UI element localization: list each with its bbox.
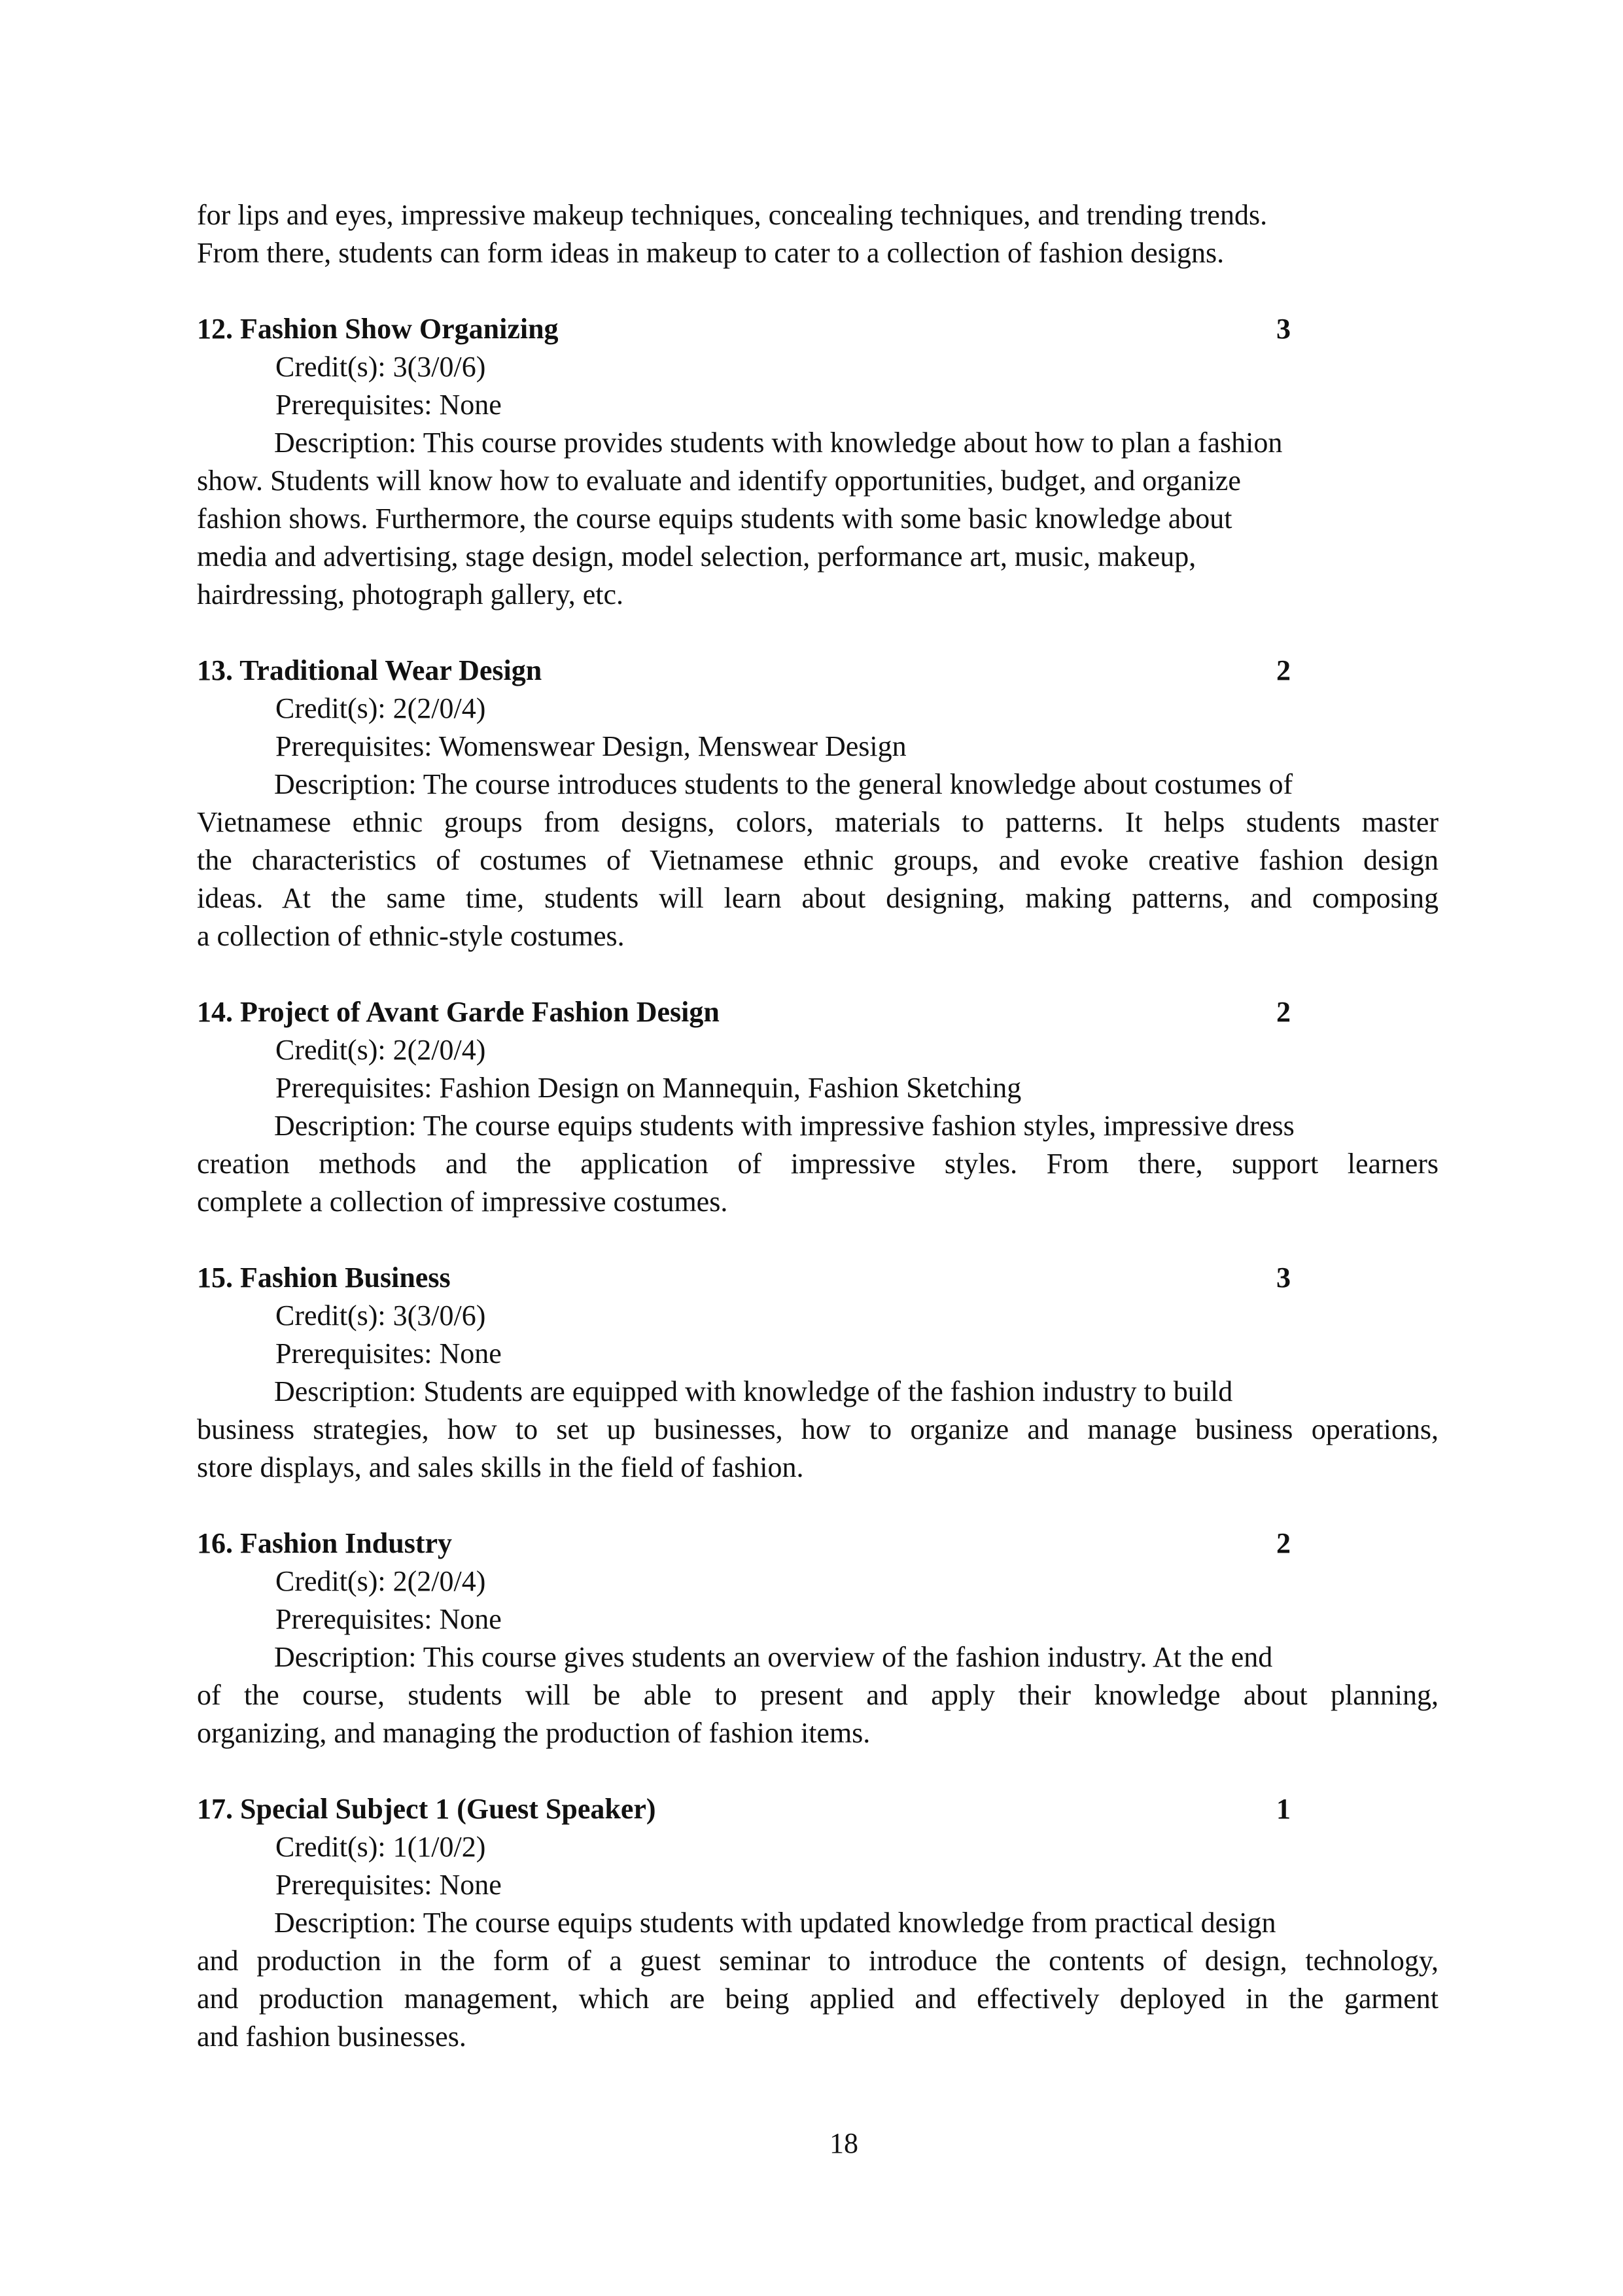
description-line: hairdressing, photograph gallery, etc. — [197, 578, 624, 610]
description-line: Description: The course introduces students to the general knowledge about costumes of — [274, 768, 1293, 800]
prerequisites-line: Prerequisites: None — [275, 389, 502, 421]
prerequisites-line: Prerequisites: None — [275, 1869, 502, 1901]
description-line: the characteristics of costumes of Vietnamese ethnic groups, and evoke creative fashion design — [197, 844, 1439, 876]
prerequisites-line: Prerequisites: Fashion Design on Mannequin, Fashion Sketching — [275, 1072, 1022, 1104]
course-title: 14. Project of Avant Garde Fashion Design — [197, 996, 720, 1028]
description-line: Description: This course gives students an overview of the fashion industry. At the end — [274, 1641, 1273, 1673]
credit-line: Credit(s): 1(1/0/2) — [275, 1831, 486, 1863]
description-line: fashion shows. Furthermore, the course equips students with some basic knowledge about — [197, 503, 1232, 535]
description-line: show. Students will know how to evaluate and identify opportunities, budget, and organize — [197, 465, 1241, 497]
credit-line: Credit(s): 3(3/0/6) — [275, 351, 486, 383]
course-credits: 2 — [1276, 654, 1291, 686]
description-line: Description: The course equips students with updated knowledge from practical design — [274, 1907, 1276, 1939]
description-line: organizing, and managing the production of fashion items. — [197, 1717, 871, 1749]
credit-line: Credit(s): 2(2/0/4) — [275, 1034, 486, 1066]
intro-paragraph-line: From there, students can form ideas in makeup to cater to a collection of fashion designs. — [197, 237, 1225, 269]
credit-line: Credit(s): 2(2/0/4) — [275, 1565, 486, 1597]
prerequisites-line: Prerequisites: None — [275, 1337, 502, 1369]
course-credits: 2 — [1276, 1527, 1291, 1559]
course-credits: 2 — [1276, 996, 1291, 1028]
course-title: 12. Fashion Show Organizing — [197, 313, 559, 345]
course-credits: 3 — [1276, 1262, 1291, 1294]
course-title: 16. Fashion Industry — [197, 1527, 453, 1559]
course-credits: 1 — [1276, 1793, 1291, 1825]
prerequisites-line: Prerequisites: None — [275, 1603, 502, 1635]
description-line: ideas. At the same time, students will learn about designing, making patterns, and composing — [197, 882, 1439, 914]
course-title: 15. Fashion Business — [197, 1262, 451, 1294]
description-line: Description: Students are equipped with knowledge of the fashion industry to build — [274, 1375, 1233, 1407]
description-line: of the course, students will be able to present and apply their knowledge about planning, — [197, 1679, 1439, 1711]
description-line: a collection of ethnic-style costumes. — [197, 920, 625, 952]
intro-paragraph-line: for lips and eyes, impressive makeup techniques, concealing techniques, and trending trends. — [197, 199, 1268, 231]
credit-line: Credit(s): 2(2/0/4) — [275, 692, 486, 724]
description-line: and fashion businesses. — [197, 2021, 466, 2053]
credit-line: Credit(s): 3(3/0/6) — [275, 1299, 486, 1332]
description-line: store displays, and sales skills in the field of fashion. — [197, 1451, 804, 1483]
description-line: complete a collection of impressive costumes. — [197, 1186, 728, 1218]
prerequisites-line: Prerequisites: Womenswear Design, Menswear Design — [275, 730, 907, 762]
document-page — [197, 0, 1440, 2296]
description-line: Vietnamese ethnic groups from designs, colors, materials to patterns. It helps students master — [197, 806, 1439, 838]
page-number: 18 — [829, 2127, 858, 2159]
description-line: media and advertising, stage design, model selection, performance art, music, makeup, — [197, 540, 1196, 573]
course-title: 13. Traditional Wear Design — [197, 654, 542, 686]
course-credits: 3 — [1276, 313, 1291, 345]
description-line: Description: This course provides students with knowledge about how to plan a fashion — [274, 427, 1283, 459]
description-line: Description: The course equips students with impressive fashion styles, impressive dress — [274, 1110, 1295, 1142]
description-line: creation methods and the application of impressive styles. From there, support learners — [197, 1148, 1439, 1180]
description-line: and production management, which are being applied and effectively deployed in the garment — [197, 1983, 1439, 2015]
description-line: business strategies, how to set up businesses, how to organize and manage business operations, — [197, 1413, 1439, 1445]
course-title: 17. Special Subject 1 (Guest Speaker) — [197, 1793, 656, 1825]
description-line: and production in the form of a guest seminar to introduce the contents of design, technology, — [197, 1945, 1439, 1977]
